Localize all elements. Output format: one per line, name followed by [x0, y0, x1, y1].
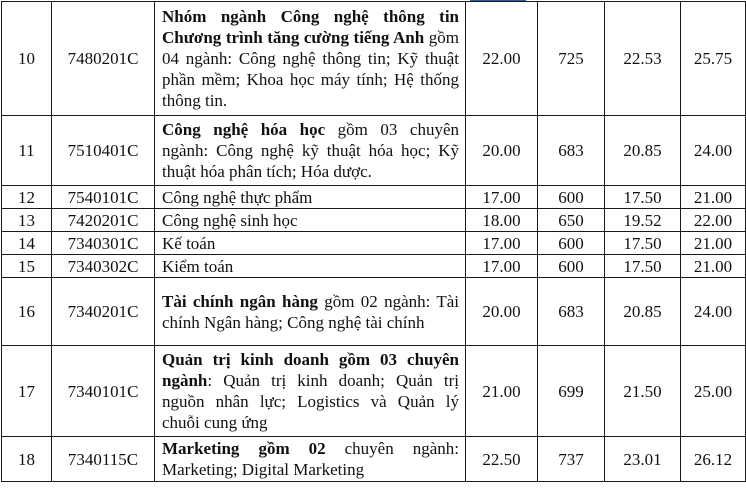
row-number: 17 [2, 346, 52, 437]
row-number: 14 [2, 232, 52, 255]
score-4: 21.00 [681, 255, 746, 278]
row-number: 10 [2, 2, 52, 116]
major-name [155, 209, 466, 232]
major-code: 7480201C [52, 2, 155, 116]
major-name [155, 116, 466, 186]
row-number: 12 [2, 186, 52, 209]
score-3: 22.53 [605, 2, 681, 116]
table-row [2, 346, 746, 437]
score-1: 22.00 [466, 2, 538, 116]
score-4: 24.00 [681, 116, 746, 186]
major-name-detail: Công nghệ sinh học [162, 210, 298, 230]
major-name-detail: Công nghệ thực phẩm [162, 187, 313, 207]
score-2: 650 [538, 209, 605, 232]
table-row [2, 255, 746, 278]
major-name [155, 255, 466, 278]
score-3: 20.85 [605, 116, 681, 186]
row-number: 18 [2, 437, 52, 482]
major-name-detail: gồm 02 ngành: Tài chính Ngân hàng; Công nghệ tài chính [162, 291, 459, 332]
major-name-detail: Kế toán [162, 233, 216, 253]
score-2: 699 [538, 346, 605, 437]
table-row [2, 2, 746, 116]
major-name [155, 2, 466, 116]
score-1: 18.00 [466, 209, 538, 232]
score-1: 20.00 [466, 278, 538, 346]
score-1: 22.50 [466, 437, 538, 482]
score-4: 26.12 [681, 437, 746, 482]
major-code: 7340301C [52, 232, 155, 255]
row-number: 13 [2, 209, 52, 232]
major-name-bold: Công nghệ hóa học [162, 120, 326, 139]
major-name [155, 232, 466, 255]
row-number: 16 [2, 278, 52, 346]
score-2: 600 [538, 255, 605, 278]
score-4: 25.00 [681, 346, 746, 437]
score-3: 23.01 [605, 437, 681, 482]
score-1: 17.00 [466, 232, 538, 255]
major-name-detail: Kiểm toán [162, 256, 234, 276]
score-3: 17.50 [605, 232, 681, 255]
score-1: 17.00 [466, 255, 538, 278]
major-name [155, 186, 466, 209]
score-4: 22.00 [681, 209, 746, 232]
major-name [155, 278, 466, 346]
major-name [155, 437, 466, 482]
score-2: 725 [538, 2, 605, 116]
major-name-detail: chuyên ngành: Marketing; Digital Marketing [162, 439, 460, 479]
table-row [2, 186, 746, 209]
score-3: 17.50 [605, 255, 681, 278]
score-2: 737 [538, 437, 605, 482]
score-2: 683 [538, 116, 605, 186]
table-row [2, 232, 746, 255]
row-number: 15 [2, 255, 52, 278]
score-3: 20.85 [605, 278, 681, 346]
major-name-bold: Quản trị kinh doanh gồm 03 chuyên ngành [162, 350, 459, 390]
score-2: 683 [538, 278, 605, 346]
score-4: 21.00 [681, 186, 746, 209]
score-1: 20.00 [466, 116, 538, 186]
score-4: 25.75 [681, 2, 746, 116]
table-row [2, 278, 746, 346]
major-name-detail: gồm 03 chuyên ngành: Công nghệ kỹ thuật hóa học; Kỹ thuật hóa phân tích; Hóa dược. [162, 120, 459, 181]
score-2: 600 [538, 232, 605, 255]
score-3: 19.52 [605, 209, 681, 232]
table-row [2, 209, 746, 232]
major-code: 7540101C [52, 186, 155, 209]
score-4: 24.00 [681, 278, 746, 346]
score-1: 21.00 [466, 346, 538, 437]
major-name-bold: Nhóm ngành Công nghệ thông tin Chương trình tăng cường tiếng Anh [162, 7, 459, 47]
major-name-detail: : Quản trị kinh doanh; Quản trị nguồn nhân lực; Logistics và Quản lý chuỗi cung ứng [162, 371, 459, 432]
table-row [2, 437, 746, 482]
major-code: 7340101C [52, 346, 155, 437]
major-code: 7340115C [52, 437, 155, 482]
major-name-detail: gồm 04 ngành: Công nghệ thông tin; Kỹ thuật phần mềm; Khoa học máy tính; Hệ thống thông tin. [162, 28, 459, 110]
major-code: 7340302C [52, 255, 155, 278]
major-name-bold: Tài chính ngân hàng [162, 291, 318, 311]
row-number: 11 [2, 116, 52, 186]
score-3: 21.50 [605, 346, 681, 437]
admission-scores-table [1, 1, 746, 482]
score-4: 21.00 [681, 232, 746, 255]
table-row [2, 116, 746, 186]
major-code: 7340201C [52, 278, 155, 346]
major-code: 7510401C [52, 116, 155, 186]
score-3: 17.50 [605, 186, 681, 209]
major-code: 7420201C [52, 209, 155, 232]
score-2: 600 [538, 186, 605, 209]
major-name-bold: Marketing gồm 02 [162, 439, 326, 458]
score-1: 17.00 [466, 186, 538, 209]
major-name [155, 346, 466, 437]
